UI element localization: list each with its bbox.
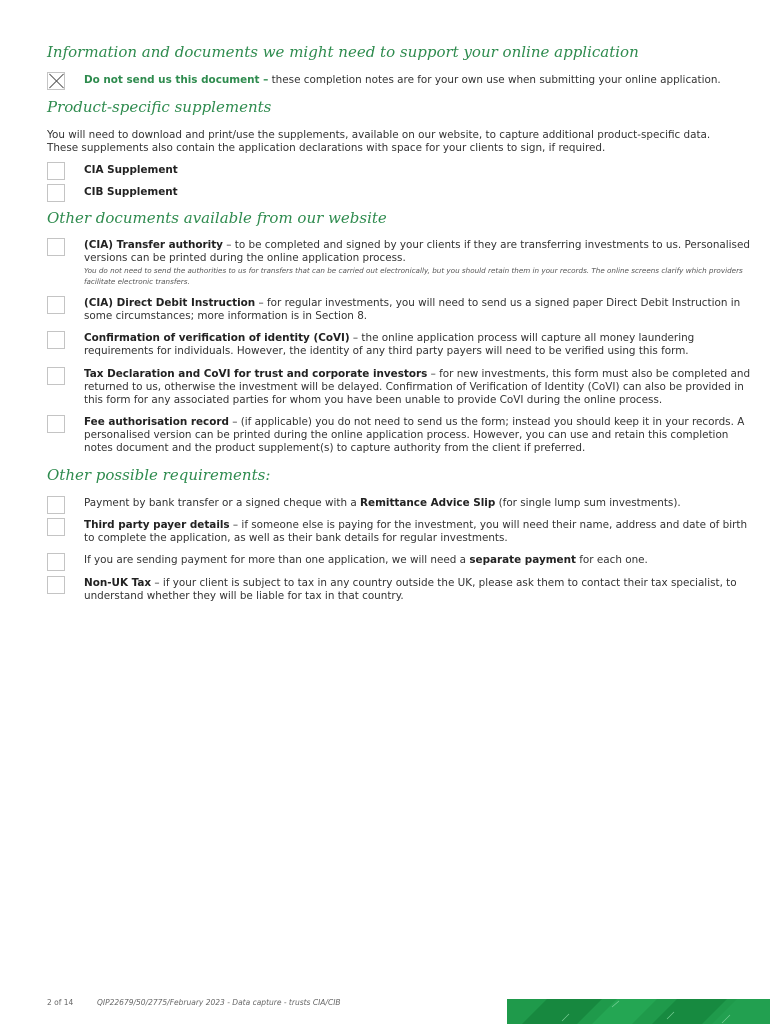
checkbox[interactable] — [47, 238, 65, 256]
document-reference: QIP22679/50/2775/February 2023 - Data capture - trusts CIA/CIB — [97, 998, 341, 1007]
requirement-text-bold: Remittance Advice Slip — [360, 497, 496, 509]
requirement-text-post: (for single lump sum investments). — [495, 497, 681, 509]
requirement-text-pre: If you are sending payment for more than one application, we will need a — [84, 554, 470, 566]
checkbox[interactable] — [47, 518, 65, 536]
do-not-send-body: these completion notes are for your own use when submitting your online application. — [268, 74, 721, 86]
checkbox[interactable] — [47, 415, 65, 433]
doc-item-text: – for regular investments, you will need to send us a signed paper Direct Debit Instruction in some circumstances; more information is in Section 8. — [84, 297, 741, 323]
doc-item-note: You do not need to send the authorities to us for transfers that can be carried out electronically, but you should retain them in your records. The online screens clarify which providers facilitate electronic transfers. — [84, 266, 743, 287]
section-heading-supplements: Product-specific supplements — [47, 98, 272, 116]
checkbox[interactable] — [47, 553, 65, 571]
requirement-text-bold: Non-UK Tax — [84, 577, 152, 589]
checkbox-checked[interactable] — [47, 72, 65, 90]
requirement-text-post: – if your client is subject to tax in any country outside the UK, please ask them to contact their tax specialist, to understand whether they will be liable for tax in that country. — [84, 577, 737, 603]
doc-item-title: Tax Declaration and CoVI for trust and corporate investors — [84, 368, 428, 380]
checkbox[interactable] — [47, 367, 65, 385]
do-not-send-bold: Do not send us this document – — [84, 74, 269, 86]
section-heading-requirements: Other possible requirements: — [47, 466, 271, 484]
requirement-text-bold: Third party payer details — [84, 519, 230, 531]
do-not-send-text — [84, 74, 757, 87]
doc-item-title: Confirmation of verification of identity (CoVI) — [84, 332, 350, 344]
requirement-text-pre: Payment by bank transfer or a signed cheque with a — [84, 497, 361, 509]
checkbox[interactable] — [47, 331, 65, 349]
requirement-text-post: – if someone else is paying for the investment, you will need their name, address and date of birth to complete the application, as well as their bank details for regular investments. — [84, 519, 748, 545]
doc-item-text: – for new investments, this form must also be completed and returned to us, otherwise the investment will be delayed. Confirmation of Verification of Identity (CoVI) can also be provided in this form for any associated parties for whom you have been unable to provide CoVI during the online process. — [84, 368, 751, 407]
doc-item-title: (CIA) Transfer authority — [84, 239, 223, 251]
supplement-label: CIB Supplement — [84, 186, 178, 198]
checkbox[interactable] — [47, 184, 65, 202]
checkbox[interactable] — [47, 296, 65, 314]
supplement-label: CIA Supplement — [84, 164, 178, 176]
section-heading-information: Information and documents we might need to support your online application — [47, 43, 639, 61]
checkbox[interactable] — [47, 162, 65, 180]
doc-item-title: (CIA) Direct Debit Instruction — [84, 297, 256, 309]
doc-item-text: – (if applicable) you do not need to send us the form; instead you should keep it in your records. A personalised version can be printed during the online application process. However, you can use and retain this completion notes document and the product supplement(s) to capture authority from the client if preferred. — [84, 416, 745, 455]
band-pattern — [507, 999, 770, 1024]
checkbox[interactable] — [47, 576, 65, 594]
doc-item-text: – the online application process will capture all money laundering requirements for individuals. However, the identity of any third party payers will need to be verified using this form. — [84, 332, 695, 358]
doc-item-title: Fee authorisation record — [84, 416, 229, 428]
supplements-intro: You will need to download and print/use the supplements, available on our website, to capture additional product-specific data. These supplements also contain the application declarations with space for your clients to sign, if required. — [47, 129, 711, 154]
requirement-text-post: for each one. — [575, 554, 648, 566]
checkbox[interactable] — [47, 496, 65, 514]
requirement-text-bold: separate payment — [469, 554, 576, 566]
section-heading-other-documents: Other documents available from our website — [47, 209, 387, 227]
doc-item-text: – to be completed and signed by your clients if they are transferring investments to us. Personalised versions can be printed during the online application process. — [84, 239, 750, 265]
page-number: 2 of 14 — [47, 998, 74, 1007]
footer-brand-band — [507, 999, 770, 1024]
